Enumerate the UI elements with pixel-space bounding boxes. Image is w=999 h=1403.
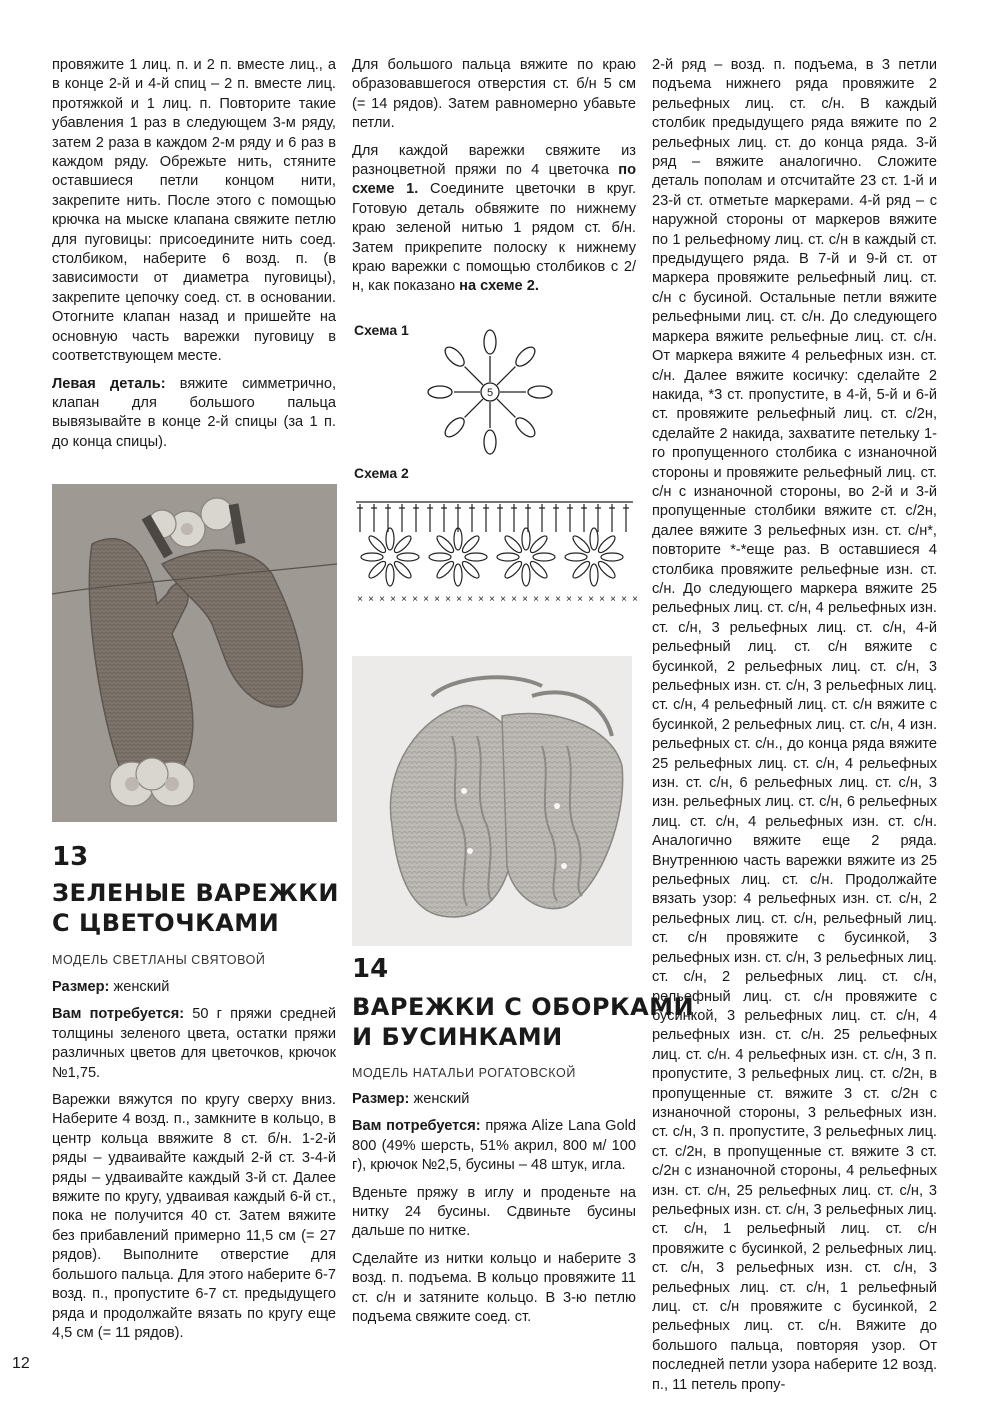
mittens-illustration-1 bbox=[52, 484, 337, 822]
left-paragraph-2 bbox=[52, 375, 336, 453]
scheme-1-center-label: 5 bbox=[486, 387, 494, 399]
section-13-author: МОДЕЛЬ СВЕТЛАНЫ СВЯТОВОЙ bbox=[52, 953, 266, 967]
daisy-petal bbox=[460, 534, 481, 555]
needs-value: пряжа Alize Lana Gold 800 (49% шерсть, 51% акрил, 800 м/ 100 г), крючок №2,5, бусины – 48 штук, игла. bbox=[352, 1118, 636, 1174]
daisy-petal bbox=[497, 553, 519, 561]
daisy-petal bbox=[460, 559, 481, 580]
petal-symbol bbox=[484, 430, 496, 454]
cross-stitch-symbol: × bbox=[478, 594, 484, 605]
right-column-text: 2-й ряд – возд. п. подъема, в 3 петли подъема нижнего ряда провяжите 2 рельефных лиц. ст. с/н. В каждый столбик предыдущего ряда вяжите по 2 рельефных лиц. ст. до конца ряда. 3-й ряд – вяжите аналогично. Сложите деталь пополам и отсчитайте 23 ст. 1-й и 23-й ст. отметьте маркерами. 4-й ряд – с наружной стороны от маркеров вяжите по 1 рельефному лиц. ст. с/н в каждый ст. предыдущего ряда. В 7-й и 9-й ст. от маркера провяжите рельефный лиц. ст. с/н с бусиной. Остальные петли вяжите рельефными лиц. ст. с/н. До следующего маркера вяжите рельефные лиц. ст. с/н. От маркера вяжите 4 рельефных изн. ст. с/н. Далее вяжите косичку: сделайте 2 накида, *3 ст. пропустите, в 4-й, 5-й и 6-й ст. провяжите рельефный лиц. ст. с/2н, сделайте 2 накида, захватите петельку 1-го пропущенного столбика с изнаночной стороны и провяжите рельефный лиц. ст. с/н с изнаночной стороны, во 2-й и 3-й пропущенные столбики вяжите ст. с/2н, далее вяжите 3 рельефных изн. ст. с/н*, повторите *-*еще раз. В оставшиеся 4 столбика провяжите рельефные изн. ст. с/н. До следующего маркера вяжите 25 рельефных лиц. ст. с/н, 4 рельефных изн. ст. с/н, 3 рельефных лиц. ст. с/н, 4-й рельефный лиц. ст. с/н вяжите с бусинкой, 2 рельефных лиц. ст. с/н, 3 рельефных изн. ст. с/н, 3 рельефных лиц. ст. с/н, 4 рельефный лиц. ст. с/н вяжите с бусинкой, 2 рельефных лиц. ст. с/н, 4 изн. рельефных ст. с/н., до конца ряда вяжите 25 рельефных лиц. ст. с/н, 4 рельефных изн. ст. с/н, 6 рельефных лиц. ст. с/н, 3 изн. рельефных лиц. ст. с/н, 6 рельефных лиц. ст. с/н, 4 рельефных изн. ст. с/н. Аналогично вяжите еще 2 ряда. Внутреннюю часть варежки вяжите из 25 рельефных лиц. ст. с/н. Продолжайте вязать узор: 4 рельефных изн. ст. с/н, 2 рельефных лиц. ст. с/н, рельефный лиц. ст. с/н провяжите с бусинкой, 3 рельефных изн. ст. с/н, 3 рельефных лиц. ст. с/н, 2 рельефных лиц. ст. с/н, рельефный лиц. ст. с/н провяжите с бусинкой, 3 рельефных лиц. ст. с/н, 4 рельефных изн. ст. с/н. 25 рельефных лиц. ст. с/н. 4 рельефных изн. ст. с/н, 3 п. пропустите, 3 рельефных лиц. ст. с/2н, в пропущенные ст. вяжите 3 ст. с/2н с изнаночной стороны, 3 рельефных изн. ст. с/н, 3 п. пропустите, 3 рельефных лиц. ст. с/2н, в пропущенные ст. вяжите 3 ст. с/2н с изнаночной стороны, 4 рельефных изн. ст. с/н, 25 рельефных лиц. ст. с/н, 3 рельефных изн. ст. с/н, 3 рельефных лиц. ст. с/н, 1 рельефный лиц. ст. с/н провяжите с бусинкой, 2 рельефных лиц. ст. с/н, 3 рельефных изн. ст. с/н, 3 рельефных лиц. ст. с/н, 1 рельефный лиц. ст. с/н провяжите с бусинкой, 2 рельефных лиц. ст. с/н. Вяжите до большого пальца, повторяя узор. От последней петли узора наберите 12 возд. п., 11 петель пропу- bbox=[652, 57, 937, 1393]
section-13-number: 13 bbox=[52, 842, 89, 872]
spoke-line bbox=[465, 399, 483, 417]
cross-stitch-symbol: × bbox=[467, 594, 473, 605]
mittens-photo-2 bbox=[352, 656, 632, 946]
spoke-line bbox=[497, 399, 515, 417]
scheme-2-label: Схема 2 bbox=[354, 465, 409, 481]
scheme-1-label: Схема 1 bbox=[354, 322, 409, 338]
petal-symbol bbox=[428, 386, 452, 398]
cross-stitch-symbol: × bbox=[423, 594, 429, 605]
scheme-ref-2: на схеме 2. bbox=[459, 278, 539, 295]
daisy-petal bbox=[386, 528, 394, 550]
size-value: женский bbox=[413, 1091, 470, 1107]
section-13-title-line2: С ЦВЕТОЧКАМИ bbox=[52, 909, 280, 937]
cross-stitch-symbol: × bbox=[500, 594, 506, 605]
daisy-petal bbox=[367, 559, 388, 580]
cross-stitch-symbol: × bbox=[368, 594, 374, 605]
section-13-title bbox=[52, 878, 339, 938]
daisy-petal bbox=[503, 534, 524, 555]
cross-stitch-symbol: × bbox=[610, 594, 616, 605]
spoke-line bbox=[497, 367, 515, 385]
scheme-2-diagram bbox=[352, 492, 637, 607]
section-14-body bbox=[352, 1090, 636, 1335]
daisy-petal bbox=[397, 553, 419, 561]
section-14-author: МОДЕЛЬ НАТАЛЬИ РОГАТОВСКОЙ bbox=[352, 1066, 576, 1080]
daisy-petal bbox=[361, 553, 383, 561]
daisy-petal bbox=[435, 559, 456, 580]
petal-symbol bbox=[442, 344, 467, 369]
text-fragment: Для каждой варежки свяжите из разноцветной пряжи по 4 цветочка bbox=[352, 142, 636, 179]
section-13-needs bbox=[52, 1005, 336, 1083]
section-14-title bbox=[352, 992, 694, 1052]
daisy-petal bbox=[533, 553, 555, 561]
cross-stitch-symbol: × bbox=[566, 594, 572, 605]
needs-label: Вам потребуется: bbox=[52, 1006, 185, 1023]
section-13-title-line1: ЗЕЛЕНЫЕ ВАРЕЖКИ bbox=[52, 879, 339, 907]
daisy-petal bbox=[522, 564, 530, 586]
cross-stitch-symbol: × bbox=[390, 594, 396, 605]
right-column bbox=[652, 56, 937, 1403]
daisy-petal bbox=[571, 534, 592, 555]
cross-stitch-symbol: × bbox=[632, 594, 638, 605]
cross-stitch-symbol: × bbox=[577, 594, 583, 605]
cross-stitch-symbol: × bbox=[544, 594, 550, 605]
text-fragment: Соедините цветочки в круг. Готовую деталь обвяжите по нижнему краю зеленой нитью 1 рядом ст. б/н. Затем прикрепите полоску к нижнему краю варежки с помощью столбиков с 2/н, как показано bbox=[352, 181, 636, 295]
daisy-petal bbox=[367, 534, 388, 555]
cross-stitch-symbol: × bbox=[522, 594, 528, 605]
section-14-paragraph-1: Вденьте пряжу в иглу и проденьте на нитку 24 бусины. Сдвиньте бусины дальше по нитке. bbox=[352, 1184, 636, 1240]
cross-stitch-symbol: × bbox=[357, 594, 363, 605]
daisy-petal bbox=[392, 534, 413, 555]
cross-stitch-symbol: × bbox=[456, 594, 462, 605]
petal-symbol bbox=[513, 344, 538, 369]
section-13-size bbox=[52, 978, 336, 997]
cross-stitch-symbol: × bbox=[533, 594, 539, 605]
size-label: Размер: bbox=[52, 979, 110, 995]
petal-symbol bbox=[513, 415, 538, 440]
mittens-photo-1 bbox=[52, 484, 337, 822]
daisy-petal bbox=[392, 559, 413, 580]
daisy-petal bbox=[386, 564, 394, 586]
scheme-1-diagram bbox=[420, 322, 560, 462]
section-14-number: 14 bbox=[352, 954, 389, 984]
cross-stitch-symbol: × bbox=[434, 594, 440, 605]
spoke-line bbox=[465, 367, 483, 385]
cross-stitch-symbol: × bbox=[379, 594, 385, 605]
daisy-petal bbox=[522, 528, 530, 550]
daisy-petal bbox=[571, 559, 592, 580]
daisy-petal bbox=[601, 553, 623, 561]
size-label: Размер: bbox=[352, 1091, 410, 1107]
needs-value: 50 г пряжи средней толщины зеленого цвета, остатки пряжи различных цветов для цветочков, крючок №1,75. bbox=[52, 1006, 336, 1081]
daisy-petal bbox=[590, 528, 598, 550]
daisy-petal bbox=[590, 564, 598, 586]
daisy-petal bbox=[429, 553, 451, 561]
daisy-petal bbox=[528, 534, 549, 555]
daisy-petal bbox=[528, 559, 549, 580]
cross-stitch-symbol: × bbox=[412, 594, 418, 605]
petal-symbol bbox=[442, 415, 467, 440]
cross-stitch-symbol: × bbox=[401, 594, 407, 605]
cross-stitch-symbol: × bbox=[511, 594, 517, 605]
section-14-paragraph-2: Сделайте из нитки кольцо и наберите 3 возд. п. подъема. В кольцо провяжите 11 ст. с/н и затяните кольцо. В 3-ю петлю подъема свяжите соед. ст. bbox=[352, 1250, 636, 1326]
cross-stitch-symbol: × bbox=[588, 594, 594, 605]
daisy-petal bbox=[503, 559, 524, 580]
petal-symbol bbox=[528, 386, 552, 398]
daisy-petal bbox=[596, 534, 617, 555]
cross-stitch-symbol: × bbox=[599, 594, 605, 605]
daisy-petal bbox=[565, 553, 587, 561]
cross-stitch-symbol: × bbox=[621, 594, 627, 605]
cross-stitch-symbol: × bbox=[445, 594, 451, 605]
section-13-instructions: Варежки вяжутся по кругу сверху вниз. Наберите 4 возд. п., замкните в кольцо, в центр кольца ввяжите 8 ст. б/н. 1-2-й ряды – удваивайте каждый 2-й ст. 3-4-й ряды – удваивайте каждый 3-й ст. Далее вяжите по кругу, удваивая каждый 6-й ст., пока не получится 40 ст. Затем вяжите без прибавлений примерно 11,5 см (= 27 рядов). Выполните отверстие для большого пальца. Для этого наберите 6-7 возд. п., пропустите 6-7 ст. предыдущего ряда и продолжайте вязать по кругу еще 4,5 см (= 11 рядов). bbox=[52, 1092, 336, 1341]
scheme-ref-1: по схеме 1. bbox=[352, 162, 636, 198]
petal-symbol bbox=[484, 330, 496, 354]
left-paragraph-1: провяжите 1 лиц. п. и 2 п. вместе лиц., а в конце 2-й и 4-й спиц – 2 п. вместе лиц. протяжкой и 1 лиц. п. Повторите такие убавления 1 раз в следующем 3-м ряду, затем 2 раза в каждом 2-м ряду и 6 раз в каждом ряду. Обрежьте нить, стяните оставшиеся петли концом нити, закрепите нить. После этого с помощью крючка на мыске клапана свяжите петлю для пуговицы: присоедините нить соед. столбиком, наберите 6 возд. п. (в зависимости от диаметра пуговицы), закрепите цепочку соед. ст. в основании. Отогните клапан назад и пришейте на основную часть варежки пуговицу в соответствующем месте. bbox=[52, 57, 336, 365]
section-14-size bbox=[352, 1090, 636, 1109]
cross-stitch-symbol: × bbox=[489, 594, 495, 605]
section-14-title-line1: ВАРЕЖКИ С ОБОРКАМИ bbox=[352, 993, 695, 1021]
left-detail-label: Левая деталь: bbox=[52, 375, 166, 392]
daisy-petal bbox=[435, 534, 456, 555]
section-14-title-line2: И БУСИНКАМИ bbox=[352, 1023, 563, 1051]
page-number: 12 bbox=[12, 1355, 30, 1372]
left-column bbox=[52, 56, 336, 460]
daisy-petal bbox=[596, 559, 617, 580]
middle-column bbox=[352, 56, 636, 305]
daisy-petal bbox=[454, 564, 462, 586]
middle-paragraph-1: Для большого пальца вяжите по краю образовавшегося отверстия ст. б/н 5 см (= 14 рядов). Затем равномерно убавьте петли. bbox=[352, 57, 636, 132]
needs-label: Вам потребуется: bbox=[352, 1118, 481, 1135]
left-detail-text: вяжите симметрично, клапан для большого пальца вывязывайте в конце 2-й спицы (за 1 п. до конца спицы). bbox=[52, 375, 337, 450]
section-13-body bbox=[52, 978, 336, 1351]
section-14-needs bbox=[352, 1117, 636, 1175]
daisy-petal bbox=[465, 553, 487, 561]
middle-paragraph-2 bbox=[352, 142, 636, 297]
mittens-illustration-2 bbox=[352, 656, 632, 946]
size-value: женский bbox=[113, 979, 170, 995]
cross-stitch-symbol: × bbox=[555, 594, 561, 605]
